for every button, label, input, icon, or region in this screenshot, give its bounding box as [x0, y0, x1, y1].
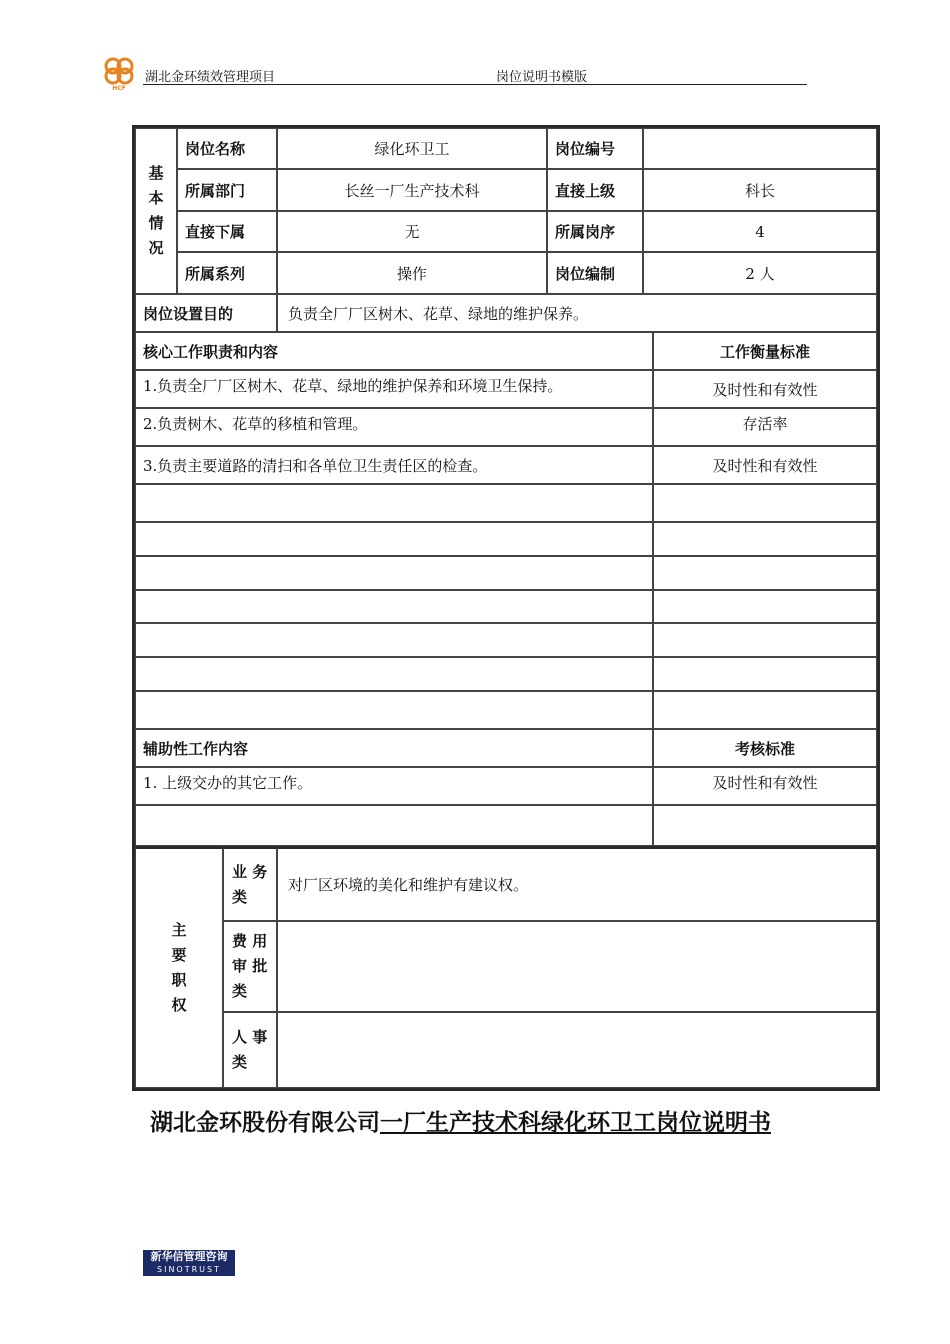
authority-business-value: 对厂区环境的美化和维护有建议权。 [277, 846, 877, 921]
basic-info-section-label: 基 本 情 况 [135, 128, 177, 294]
sequence-label: 所属岗序 [547, 211, 643, 252]
core-duty-6 [135, 556, 653, 590]
core-duty-2: 2.负责树木、花草的移植和管理。 [135, 408, 653, 446]
core-duty-4 [135, 484, 653, 522]
authority-personnel-label: 人 事 类 [223, 1012, 277, 1088]
aux-standard-2 [653, 805, 877, 846]
core-duty-5 [135, 522, 653, 556]
core-duty-1: 1.负责全厂厂区树木、花草、绿地的维护保养和环境卫生保持。 [135, 370, 653, 408]
series-label: 所属系列 [177, 252, 277, 294]
document-title-company: 湖北金环股份有限公司 [150, 1110, 380, 1136]
subordinate-value: 无 [277, 211, 547, 252]
aux-duties-header: 辅助性工作内容 [135, 729, 653, 767]
consultancy-badge-cn: 新华信管理咨询 [150, 1250, 228, 1263]
subordinate-label: 直接下属 [177, 211, 277, 252]
header-project-title: 湖北金环绩效管理项目 [145, 70, 276, 85]
authority-expense-label: 费 用 审 批 类 [223, 921, 277, 1012]
sequence-value: 4 [643, 211, 877, 252]
core-standard-6 [653, 556, 877, 590]
core-standard-3: 及时性和有效性 [653, 446, 877, 484]
core-standard-10 [653, 691, 877, 729]
core-duty-8 [135, 623, 653, 657]
purpose-label: 岗位设置目的 [135, 294, 277, 332]
job-name-label: 岗位名称 [177, 128, 277, 169]
core-duty-3: 3.负责主要道路的清扫和各单位卫生责任区的检查。 [135, 446, 653, 484]
core-standard-1: 及时性和有效性 [653, 370, 877, 408]
job-description-form [132, 125, 880, 1091]
job-code-label: 岗位编号 [547, 128, 643, 169]
aux-duty-2 [135, 805, 653, 846]
header-template-title: 岗位说明书模版 [496, 70, 588, 85]
core-standard-header: 工作衡量标准 [653, 332, 877, 370]
aux-duty-1: 1. 上级交办的其它工作。 [135, 767, 653, 805]
document-title [150, 1104, 771, 1137]
superior-label: 直接上级 [547, 169, 643, 211]
core-standard-4 [653, 484, 877, 522]
authority-expense-value [277, 921, 877, 1012]
core-standard-7 [653, 590, 877, 623]
purpose-value: 负责全厂厂区树木、花草、绿地的维护保养。 [277, 294, 877, 332]
core-standard-9 [653, 657, 877, 691]
headcount-value: 2 人 [643, 252, 877, 294]
dept-label: 所属部门 [177, 169, 277, 211]
authority-business-label: 业 务 类 [223, 846, 277, 921]
job-name-value: 绿化环卫工 [277, 128, 547, 169]
core-standard-5 [653, 522, 877, 556]
aux-standard-header: 考核标准 [653, 729, 877, 767]
superior-value: 科长 [643, 169, 877, 211]
core-duty-10 [135, 691, 653, 729]
dept-value: 长丝一厂生产技术科 [277, 169, 547, 211]
aux-standard-1: 及时性和有效性 [653, 767, 877, 805]
document-title-position: 一厂生产技术科绿化环卫工岗位说明书 [380, 1110, 771, 1136]
core-duty-9 [135, 657, 653, 691]
series-value: 操作 [277, 252, 547, 294]
core-duties-header: 核心工作职责和内容 [135, 332, 653, 370]
header-divider [143, 84, 807, 85]
job-code-value [643, 128, 877, 169]
authority-section-label: 主 要 职 权 [135, 846, 223, 1088]
core-duty-7 [135, 590, 653, 623]
company-logo [101, 55, 137, 91]
authority-personnel-value [277, 1012, 877, 1088]
consultancy-badge-en: SINOTRUST [157, 1265, 221, 1274]
headcount-label: 岗位编制 [547, 252, 643, 294]
consultancy-badge [143, 1250, 235, 1276]
core-standard-8 [653, 623, 877, 657]
logo-text: HCF [112, 85, 126, 91]
core-standard-2: 存活率 [653, 408, 877, 446]
